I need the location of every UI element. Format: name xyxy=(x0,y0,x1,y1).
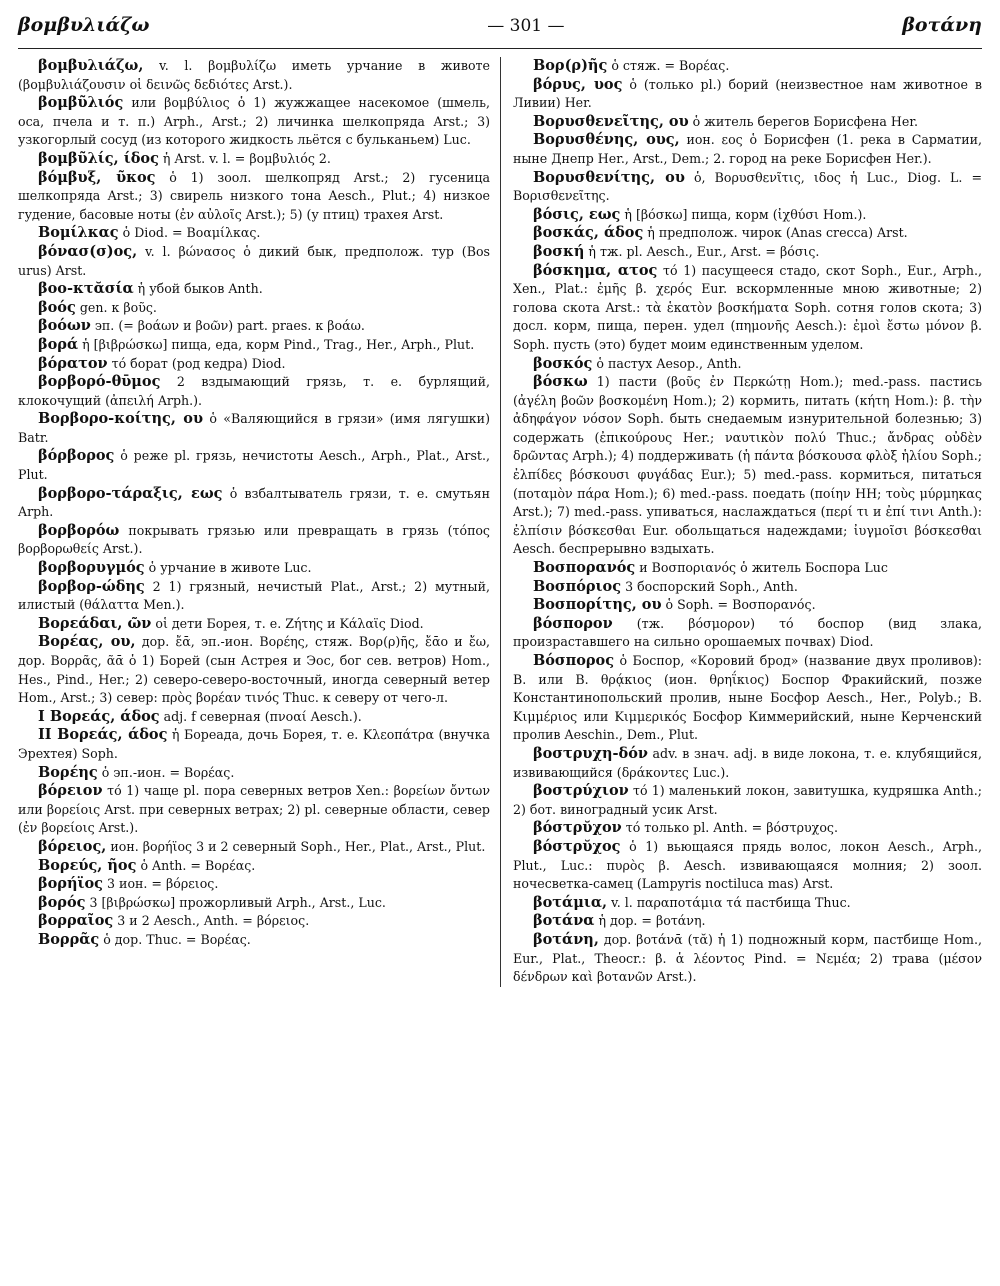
entry-headword: βοστρύχιον xyxy=(533,782,629,800)
dictionary-entry xyxy=(18,708,490,727)
entry-headword: βορβορό-θῡμος xyxy=(38,373,161,391)
entry-definition: ὁ Soph. = Βοσπορανός. xyxy=(665,597,816,613)
entry-headword: I Βορεάς, άδος xyxy=(38,707,160,725)
entry-definition: ὁ 1) зоол. шелкопряд Arst.; 2) гусеница шелкопряда Arst.; 3) свирель низкого тона Aesch., Plut.; 4) низкое гудение, басовые ноты (ἐν αὐλοῖς Arst.); 5) (у птиц) трахея Arst. xyxy=(18,169,490,222)
entry-definition: 3 и 2 Aesch., Anth. = βόρειος. xyxy=(117,913,310,929)
dictionary-entry xyxy=(513,559,982,578)
dictionary-entry xyxy=(18,726,490,763)
entry-headword: Βορέης xyxy=(38,763,98,781)
dictionary-entry xyxy=(18,485,490,522)
entry-headword: Βοσπορίτης, ου xyxy=(533,596,662,614)
dictionary-entry xyxy=(513,578,982,597)
entry-headword: Βοσπορανός xyxy=(533,559,636,577)
entry-headword: βόσπορον xyxy=(533,614,613,632)
columns xyxy=(18,57,982,987)
entry-headword: βόρειος, xyxy=(38,837,107,855)
entry-definition: ἡ Arst. v. l. = βομβυλιός 2. xyxy=(162,150,331,166)
dictionary-entry xyxy=(513,652,982,745)
dictionary-entry xyxy=(513,931,982,987)
entry-headword: βοτάνα xyxy=(533,912,595,930)
dictionary-entry xyxy=(513,819,982,838)
entry-headword: βόστρῠχος xyxy=(533,837,621,855)
entry-headword: Βορρᾶς xyxy=(38,930,100,948)
dictionary-entry xyxy=(18,559,490,578)
entry-definition: ὁ дор. Thuc. = Βορέας. xyxy=(103,931,251,947)
entry-headword: βομβυλιάζω, xyxy=(38,57,144,74)
dictionary-entry xyxy=(18,931,490,950)
entry-headword: βορβορο-τάραξις, εως xyxy=(38,484,223,502)
page-number: — 301 — xyxy=(487,16,565,36)
entry-definition: дор. βοτάνᾱ (τᾰ) ἡ 1) подножный корм, пастбище Hom., Eur., Plat., Theocr.: β. ἁ λέοντος Pind. = Νεμέα; 2) трава (μέσον δένδρων καὶ βοτανῶν Arst.). xyxy=(513,931,982,985)
entry-headword: Βορυσθενεῖτης, ου xyxy=(533,112,689,130)
entry-definition: ὁ реже pl. грязь, нечистоты Aesch., Arph., Plat., Arst., Plut. xyxy=(18,448,490,483)
dictionary-entry xyxy=(513,262,982,355)
right-column xyxy=(500,57,982,987)
entry-headword: βοστρυχη-δόν xyxy=(533,744,648,762)
dictionary-entry xyxy=(513,57,982,76)
dictionary-entry xyxy=(18,838,490,857)
dictionary-entry xyxy=(513,243,982,262)
entry-headword: βοόων xyxy=(38,317,91,335)
entry-definition: 3 боспорский Soph., Anth. xyxy=(625,578,798,594)
entry-definition: adv. в знач. adj. в виде локона, т. е. клубящийся, извивающийся (δράκοντες Luc.). xyxy=(513,745,982,780)
entry-headword: βορός xyxy=(38,893,86,911)
entry-definition: adj. f северная (πνοαί Aesch.). xyxy=(163,708,362,724)
entry-definition: ὁ эп.-ион. = Βορέας. xyxy=(101,764,235,780)
entry-headword: βόρατον xyxy=(38,354,108,372)
entry-headword: βόμβυξ, ῦκος xyxy=(38,168,156,186)
entry-definition: ἡ предполож. чирок (Anas crecca) Arst. xyxy=(647,225,908,241)
entry-headword: βοός xyxy=(38,298,76,316)
entry-definition: οἱ дети Борея, т. е. Ζήτης и Κάλαϊς Diod. xyxy=(155,615,424,631)
entry-definition: ὁ Anth. = Βορέας. xyxy=(140,857,256,873)
page-header xyxy=(18,14,982,49)
dictionary-entry xyxy=(513,76,982,113)
dictionary-entry xyxy=(513,912,982,931)
entry-headword: βορβορ-ώδης xyxy=(38,577,145,595)
entry-definition: τό 1) чаще pl. пора северных ветров Xen.: βορείων ὄντων или βορείοις Arst. при северных ветрах; 2) pl. северные области, север (ἐν βορείοις Arst.). xyxy=(18,783,490,836)
dictionary-entry xyxy=(513,113,982,132)
dictionary-entry xyxy=(18,764,490,783)
entry-definition: τό 1) пасущееся стадо, скот Soph., Eur., Arph., Xen., Plat.: ἐμῆς β. χερός Eur. вскормленные мною животные; 2) голова скота Arst.: τὰ ἑκατὸν βοσκήματα Soph. сотня голов скота; 3) досл. корм, пища, перен. удел (πημονῆς Aesch.): ἐμοὶ ἔστω μόνον β. Soph. пусть (это) будет моим единственным уделом. xyxy=(513,262,982,352)
entry-definition: дор. ἔᾱ, эп.-ион. Βορέης, стяж. Βορ(ρ)ῆς, ἔᾱο и ἔω, дор. Βορρᾶς, ᾶᾱ ὁ 1) Борей (сын Астрея и Эос, бог сев. ветров) Hom., Hes., Pind., Her.; 2) северо-северо-восточный, иногда северный ветер Hom., Arst.; 3) север: πρὸς βορέαν τινός Thuc. к северу от чего-л. xyxy=(18,634,490,706)
dictionary-entry xyxy=(513,169,982,206)
entry-definition: v. l. βώνασος ὁ дикий бык, предполож. тур (Bos urus) Arst. xyxy=(18,243,490,278)
entry-headword: βόνασ(σ)ος, xyxy=(38,242,138,260)
dictionary-entry xyxy=(18,912,490,931)
dictionary-entry xyxy=(18,317,490,336)
entry-definition: ὁ урчание в животе Luc. xyxy=(148,560,312,576)
dictionary-entry xyxy=(18,633,490,707)
entry-definition: ион. βορήϊος 3 и 2 северный Soph., Her., Plat., Arst., Plut. xyxy=(110,838,486,854)
entry-definition: 3 ион. = βόρειος. xyxy=(107,876,219,892)
dictionary-entry xyxy=(18,280,490,299)
header-left-word: βομβυλιάζω xyxy=(18,14,150,36)
entry-headword: βόστρῠχον xyxy=(533,819,622,837)
dictionary-entry xyxy=(18,336,490,355)
entry-definition: τό только pl. Anth. = βόστρυχος. xyxy=(625,820,838,836)
dictionary-entry xyxy=(18,243,490,280)
dictionary-entry xyxy=(513,355,982,374)
entry-definition: ὁ Боспор, «Коровий брод» (название двух проливов): Β. или Β. θρᾴκιος (ион. θρηΐκιος) Боспор Фракийский, позже Константинопольский пролив, ныне Босфор Aesch., Her., Polyb.; Β. Κιμμέριος или Κιμμερικός Босфор Киммерийский, ныне Керченский пролив Aeschin., Dem., Plut. xyxy=(513,653,982,743)
entry-definition: 2 вздымающий грязь, т. е. бурлящий, клокочущий (ἀπειλή Arph.). xyxy=(18,374,490,408)
dictionary-entry xyxy=(513,373,982,559)
dictionary-entry xyxy=(18,224,490,243)
entry-definition: ὁ (только pl.) борий (неизвестное нам животное в Ливии) Her. xyxy=(513,76,982,111)
entry-headword: βόσις, εως xyxy=(533,205,621,223)
entry-definition: τό борат (род кедра) Diod. xyxy=(111,355,286,371)
entry-headword: βόρυς, υος xyxy=(533,75,623,93)
dictionary-entry xyxy=(18,410,490,447)
entry-definition: v. l. βομβυλίζω иметь урчание в животе (βομβυλιάζουσιν οἱ δεινῶς δεδιότες Arst.). xyxy=(18,58,490,92)
entry-definition: или βομβύλιος ὁ 1) жужжащее насекомое (шмель, оса, пчела и т. п.) Arph., Arst.; 2) личинка шелкопряда Arst.; 3) узкогорлый сосуд (из которого жидкость льётся с бульканьем) Luc. xyxy=(18,95,490,148)
entry-headword: βοο-κτᾰσία xyxy=(38,280,134,298)
entry-definition: ὁ 1) вьющаяся прядь волос, локон Aesch., Arph., Plut., Luc.: πυρὸς β. Aesch. извивающаяся молния; 2) зоол. ночесветка-самец (Lampyris noctiluca mas) Arst. xyxy=(513,838,982,892)
entry-headword: βοτάμια, xyxy=(533,893,608,911)
entry-definition: покрывать грязью или превращать в грязь (τόπος βορβορωθείς Arst.). xyxy=(18,522,490,557)
entry-headword: Βορέας, ου, xyxy=(38,633,136,651)
entry-definition: ион. εος ὁ Борисфен (1. река в Сарматии, ныне Днепр Her., Arst., Dem.; 2. город на реке Борисфен Her.). xyxy=(513,132,982,166)
entry-headword: II Βορεάς, άδος xyxy=(38,726,168,744)
dictionary-entry xyxy=(18,447,490,484)
entry-definition: 2 1) грязный, нечистый Plat., Arst.; 2) мутный, илистый (θάλαττα Men.). xyxy=(18,578,490,613)
entry-headword: βόσκω xyxy=(533,373,588,391)
entry-headword: Βομίλκας xyxy=(38,224,119,242)
entry-headword: Βορεάδαι, ῶν xyxy=(38,614,152,632)
header-right-word: βοτάνη xyxy=(902,14,982,36)
dictionary-entry xyxy=(513,224,982,243)
entry-definition: ἡ Бореада, дочь Борея, т. е. Κλεοπάτρα (внучка Эрехтея) Soph. xyxy=(18,727,490,761)
entry-definition: ὁ пастух Aesop., Anth. xyxy=(596,355,742,371)
dictionary-entry xyxy=(513,206,982,225)
entry-headword: Βορυσθενίτης, ου xyxy=(533,168,685,186)
entry-definition: gen. к βοῦς. xyxy=(79,299,157,315)
dictionary-entry xyxy=(18,578,490,615)
entry-headword: Βόσπορος xyxy=(533,652,615,669)
entry-headword: βομβῦλίς, ίδος xyxy=(38,149,159,167)
entry-definition: эп. (= βοάων и βοῶν) part. praes. к βοάω. xyxy=(94,318,365,334)
dictionary-entry xyxy=(513,596,982,615)
dictionary-entry xyxy=(18,782,490,838)
entry-definition: ὁ житель берегов Борисфена Her. xyxy=(692,113,918,129)
entry-headword: βομβῦλιός xyxy=(38,94,124,112)
left-column xyxy=(18,57,500,987)
dictionary-entry xyxy=(18,894,490,913)
entry-headword: βορβορόω xyxy=(38,521,120,539)
dictionary-entry xyxy=(18,299,490,318)
entry-definition: 3 [βιβρώσκω] прожорливый Arph., Arst., Luc. xyxy=(89,894,386,910)
entry-definition: ὁ стяж. = Βορέας. xyxy=(611,58,730,73)
dictionary-entry xyxy=(513,745,982,782)
entry-headword: βόρβορος xyxy=(38,447,115,465)
entry-headword: βορά xyxy=(38,335,79,353)
entry-definition: ἡ убой быков Anth. xyxy=(137,281,263,297)
dictionary-entry xyxy=(18,57,490,94)
dictionary-entry xyxy=(18,355,490,374)
dictionary-entry xyxy=(513,131,982,168)
entry-definition: v. l. παραποτάμια τά пастбища Thuc. xyxy=(611,894,851,910)
dictionary-entry xyxy=(18,94,490,150)
entry-headword: βόρειον xyxy=(38,782,103,800)
entry-headword: βόσκημα, ατος xyxy=(533,261,658,279)
dictionary-entry xyxy=(513,838,982,894)
entry-headword: βοσκός xyxy=(533,354,593,372)
entry-headword: βορήϊος xyxy=(38,875,104,893)
entry-definition: (тж. βόσμορον) τό боспор (вид злака, произраставшего на сильно орошаемых почвах) Diod. xyxy=(513,615,982,650)
dictionary-entry xyxy=(18,373,490,410)
entry-definition: ὁ «Валяющийся в грязи» (имя лягушки) Batr. xyxy=(18,411,490,445)
entry-headword: βορβορυγμός xyxy=(38,559,145,577)
dictionary-entry xyxy=(18,150,490,169)
dictionary-entry xyxy=(513,615,982,652)
entry-headword: Βορεύς, ῆος xyxy=(38,856,137,874)
entry-headword: Βορυσθένης, ους, xyxy=(533,131,680,149)
entry-definition: 1) пасти (βοῦς ἐν Περκώτῃ Hom.); med.-pass. пастись (ἀγέλη βοῶν βοσκομένη Hom.); 2) кормить, питать (κήτη Hom.): β. τὴν ἀδηφάγον νόσον Soph. быть снедаемым изнурительной болезнью; 3) содержать (ἐπικούρους Her.; ναυτικὸν πολύ Thuc.; ἄνδρας οὐδὲν δρῶντας Arph.); 4) поддерживать (ἡ πάντα βόσκουσα φλὸξ ἡλίου Soph.; ἐλπίδες βόσκουσι φυγάδας Eur.); 5) med.-pass. кормиться, питаться (ποταμὸν πάρα Hom.); 6) med.-pass. поедать (ποίην HH; τοὺς μύρμηκας Arst.); 7) med.-pass. упиваться, наслаждаться (περί τι и ἐπί τινι Anth.): ἐλπίσιν βόσκεσθαι Eur. обольщаться надеждами; ἰυγμοῖσι βόσκεσθαι Aesch. беспрерывно вздыхать. xyxy=(513,374,982,557)
entry-definition: ἡ [βιβρώσκω] пища, еда, корм Pind., Trag., Her., Arph., Plut. xyxy=(82,336,475,352)
entry-headword: Βοσπόριος xyxy=(533,577,622,595)
entry-headword: βοσκή xyxy=(533,242,585,260)
entry-definition: ἡ дор. = βοτάνη. xyxy=(598,913,706,929)
entry-headword: Βορβορο-κοίτης, ου xyxy=(38,410,204,428)
entry-definition: ὁ, Βορυσθενῖτις, ιδος ἡ Luc., Diog. L. = Βορισθενεῖτης. xyxy=(513,169,983,204)
entry-headword: βορραῖος xyxy=(38,912,114,930)
dictionary-entry xyxy=(513,782,982,819)
dictionary-entry xyxy=(18,857,490,876)
dictionary-entry xyxy=(18,615,490,634)
entry-headword: βοσκάς, άδος xyxy=(533,224,644,242)
entry-headword: Βορ(ρ)ῆς xyxy=(533,57,608,74)
entry-definition: ὁ взбалтыватель грязи, т. е. смутьян Arph. xyxy=(18,485,490,520)
dictionary-entry xyxy=(513,894,982,913)
entry-headword: βοτάνη, xyxy=(533,930,599,948)
entry-definition: ἡ тж. pl. Aesch., Eur., Arst. = βόσις. xyxy=(588,243,820,259)
dictionary-entry xyxy=(18,169,490,225)
entry-definition: τό 1) маленький локон, завитушка, кудряшка Anth.; 2) бот. виноградный усик Arst. xyxy=(513,783,982,817)
entry-definition: ἡ [βόσκω] пища, корм (ἰχθύσι Hom.). xyxy=(624,206,867,222)
entry-definition: и Βοσποριανός ὁ житель Боспора Luc xyxy=(639,560,888,576)
dictionary-entry xyxy=(18,875,490,894)
entry-definition: ὁ Diod. = Βοαμίλκας. xyxy=(122,225,261,241)
dictionary-entry xyxy=(18,522,490,559)
